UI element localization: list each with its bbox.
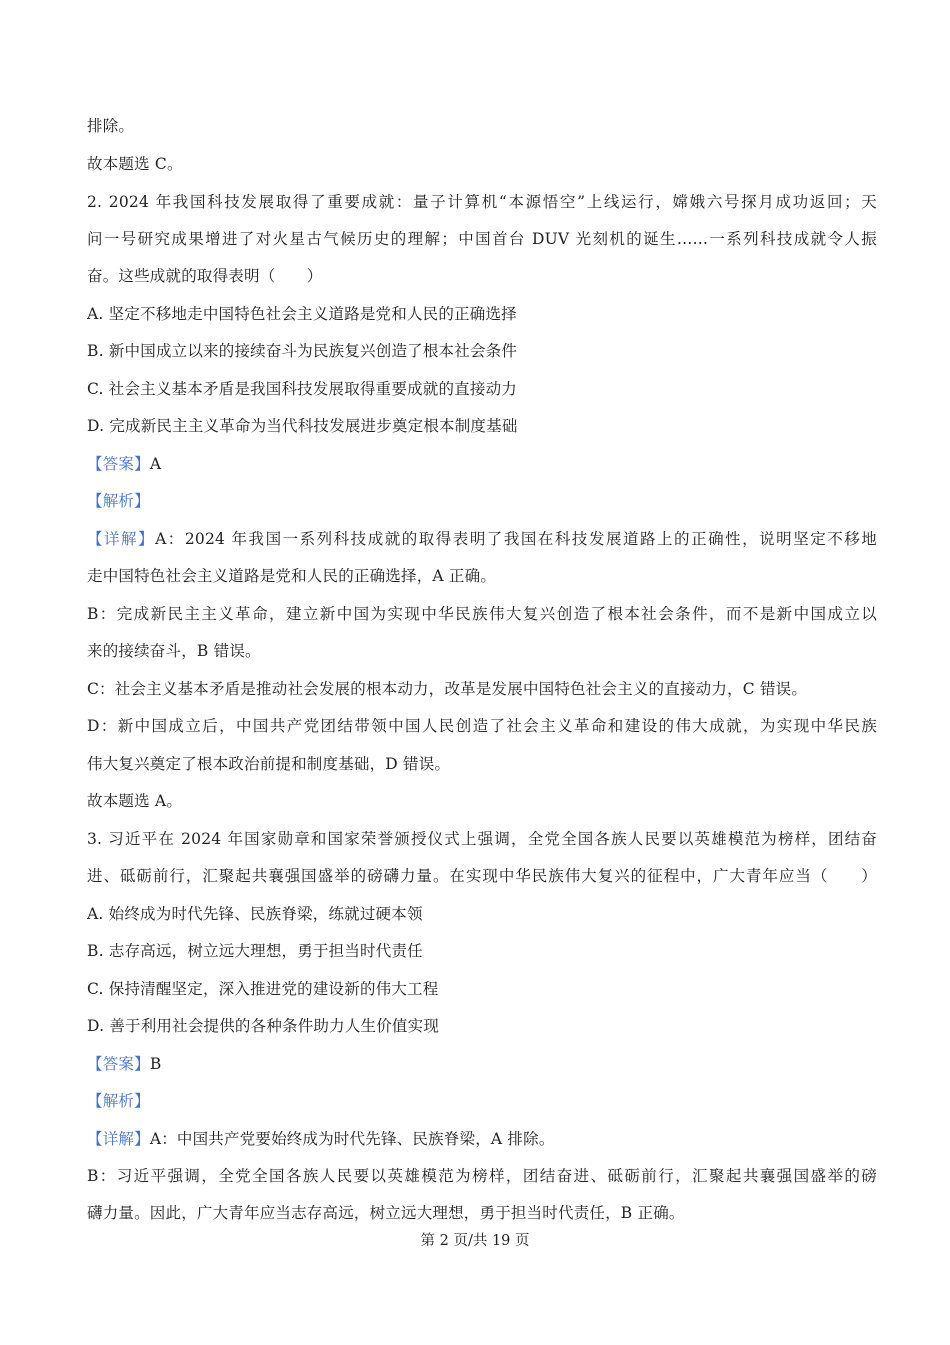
explanation-line — [87, 529, 877, 549]
option-b: B. 志存高远，树立远大理想，勇于担当时代责任 — [87, 942, 423, 960]
analysis-label: 【解析】 — [87, 492, 150, 510]
answer-value: B — [149, 1055, 162, 1073]
detail-bracket-label: 【详解】 — [87, 1130, 150, 1148]
question-2-stem: 问一号研究成果增进了对火星古气候历史的理解；中国首台 DUV 光刻机的诞生……一系列科技成就令人振 — [87, 230, 877, 248]
answer-bracket-label: 【答案】 — [87, 455, 150, 473]
explanation-line: B：习近平强调，全党全国各族人民要以英雄模范为榜样，团结奋进、砥砺前行，汇聚起共襄强国盛举的磅 — [87, 1167, 877, 1185]
option-a: A. 始终成为时代先锋、民族脊梁，练就过硬本领 — [87, 905, 423, 923]
analysis-label: 【解析】 — [87, 1092, 150, 1110]
answer-bracket-label: 【答案】 — [87, 1055, 150, 1073]
detail-text: A：中国共产党要始终成为时代先锋、民族脊梁，A 排除。 — [149, 1130, 555, 1148]
question-2-stem: 奋。这些成就的取得表明（ ） — [87, 267, 323, 285]
question-2-stem: 2. 2024 年我国科技发展取得了重要成就：量子计算机“本源悟空”上线运行，嫦娥六号探月成功返回；天 — [87, 193, 877, 211]
explanation-line: 走中国特色社会主义道路是党和人民的正确选择，A 正确。 — [87, 567, 497, 585]
option-d: D. 善于利用社会提供的各种条件助力人生价值实现 — [87, 1017, 440, 1035]
answer-label — [87, 454, 877, 474]
page-footer: 第 2 页/共 19 页 — [420, 1233, 530, 1249]
text-line: 故本题选 C。 — [87, 155, 183, 173]
explanation-line: C：社会主义基本矛盾是推动社会发展的根本动力，改革是发展中国特色社会主义的直接动力，C 错误。 — [87, 680, 808, 698]
answer-line — [87, 1054, 877, 1074]
option-d: D. 完成新民主主义革命为当代科技发展进步奠定根本制度基础 — [87, 417, 518, 435]
option-a: A. 坚定不移地走中国特色社会主义道路是党和人民的正确选择 — [87, 305, 517, 323]
answer-value: A — [149, 455, 162, 473]
explanation-line: 伟大复兴奠定了根本政治前提和制度基础，D 错误。 — [87, 755, 451, 773]
text-line: 排除。 — [87, 117, 135, 135]
detail-text: A：2024 年我国一系列科技成就的取得表明了我国在科技发展道路上的正确性，说明坚定不移地 — [155, 530, 877, 548]
explanation-line: B：完成新民主主义革命，建立新中国为实现中华民族伟大复兴创造了根本社会条件，而不是新中国成立以 — [87, 605, 877, 623]
question-3-stem: 进、砥砺前行，汇聚起共襄强国盛举的磅礴力量。在实现中华民族伟大复兴的征程中，广大青年应当（ ） — [87, 867, 877, 885]
explanation-line — [87, 1129, 877, 1149]
conclusion-line: 故本题选 A。 — [87, 792, 183, 810]
detail-bracket-label: 【详解】 — [87, 530, 156, 548]
explanation-line: 来的接续奋斗，B 错误。 — [87, 642, 261, 660]
answer-line — [87, 455, 161, 473]
option-c: C. 保持清醒坚定，深入推进党的建设新的伟大工程 — [87, 980, 439, 998]
explanation-line: 礴力量。因此，广大青年应当志存高远，树立远大理想，勇于担当时代责任，B 正确。 — [87, 1204, 685, 1222]
option-c: C. 社会主义基本矛盾是我国科技发展取得重要成就的直接动力 — [87, 380, 517, 398]
option-b: B. 新中国成立以来的接续奋斗为民族复兴创造了根本社会条件 — [87, 342, 518, 360]
question-3-stem: 3. 习近平在 2024 年国家勋章和国家荣誉颁授仪式上强调，全党全国各族人民要以英雄模范为榜样，团结奋 — [87, 830, 877, 848]
explanation-line: D：新中国成立后，中国共产党团结带领中国人民创造了社会主义革命和建设的伟大成就，为实现中华民族 — [87, 717, 877, 735]
